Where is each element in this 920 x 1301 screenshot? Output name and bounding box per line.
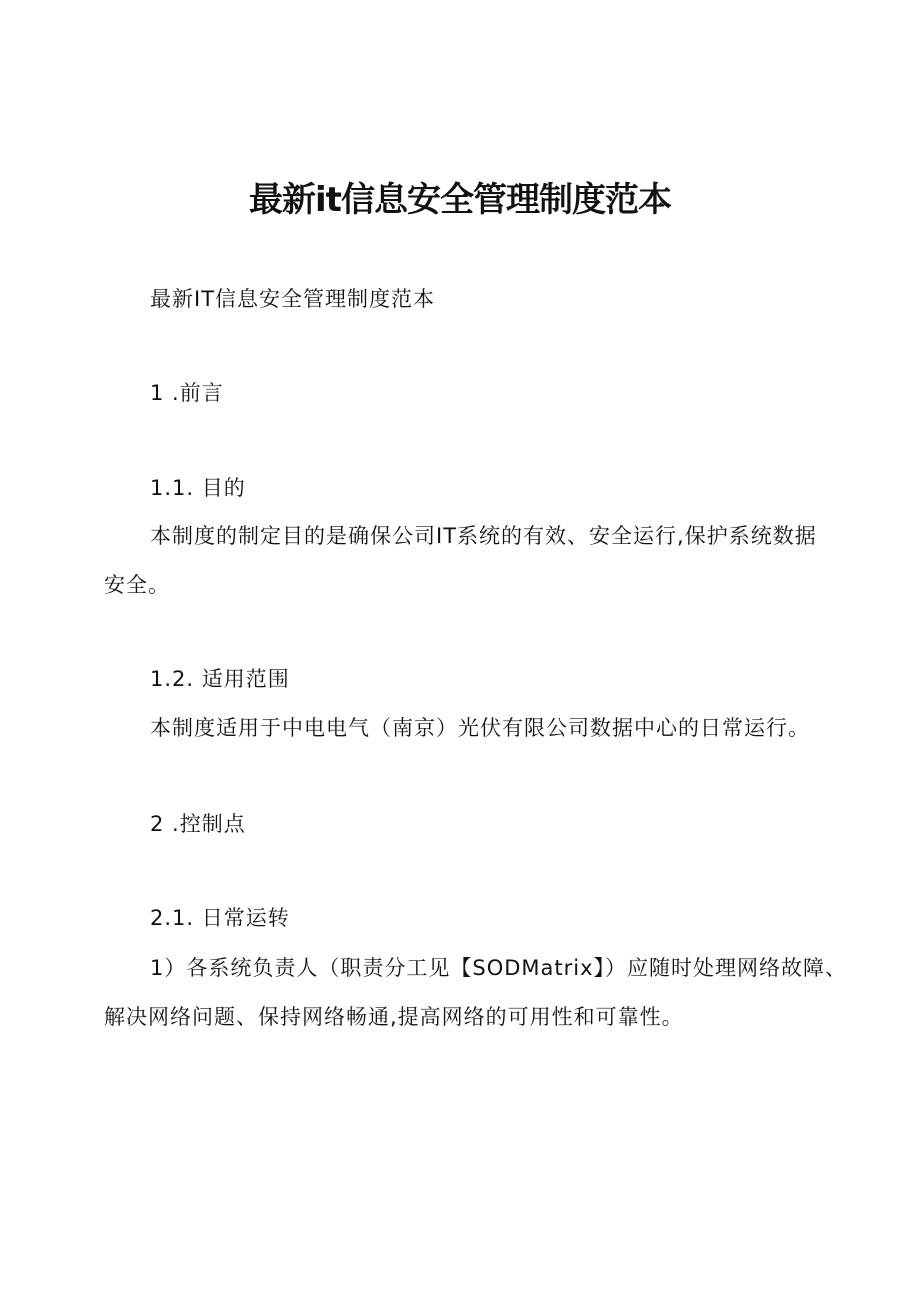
section-2-1-heading: 2.1. 日常运转: [150, 906, 290, 930]
section-1-2-paragraph: 本制度适用于中电电气（南京）光伏有限公司数据中心的日常运行。: [150, 716, 810, 740]
section-1-1-paragraph-line-2: 安全。: [104, 573, 170, 597]
section-2-1-item-1-line-1: 1）各系统负责人（职责分工见【SODMatrix】）应随时处理网络故障、: [150, 956, 848, 980]
section-1-1-heading: 1.1. 目的: [150, 476, 246, 500]
section-1-1-paragraph-line-1: 本制度的制定目的是确保公司IT系统的有效、安全运行,保护系统数据: [150, 524, 817, 548]
section-1-2-heading: 1.2. 适用范围: [150, 667, 290, 691]
document-subtitle: 最新IT信息安全管理制度范本: [150, 287, 436, 311]
section-2-1-item-1-line-2: 解决网络问题、保持网络畅通,提高网络的可用性和可靠性。: [104, 1005, 684, 1029]
section-1-heading: 1 .前言: [150, 381, 224, 405]
document-title: 最新it信息安全管理制度范本: [249, 180, 671, 220]
section-2-heading: 2 .控制点: [150, 812, 246, 836]
